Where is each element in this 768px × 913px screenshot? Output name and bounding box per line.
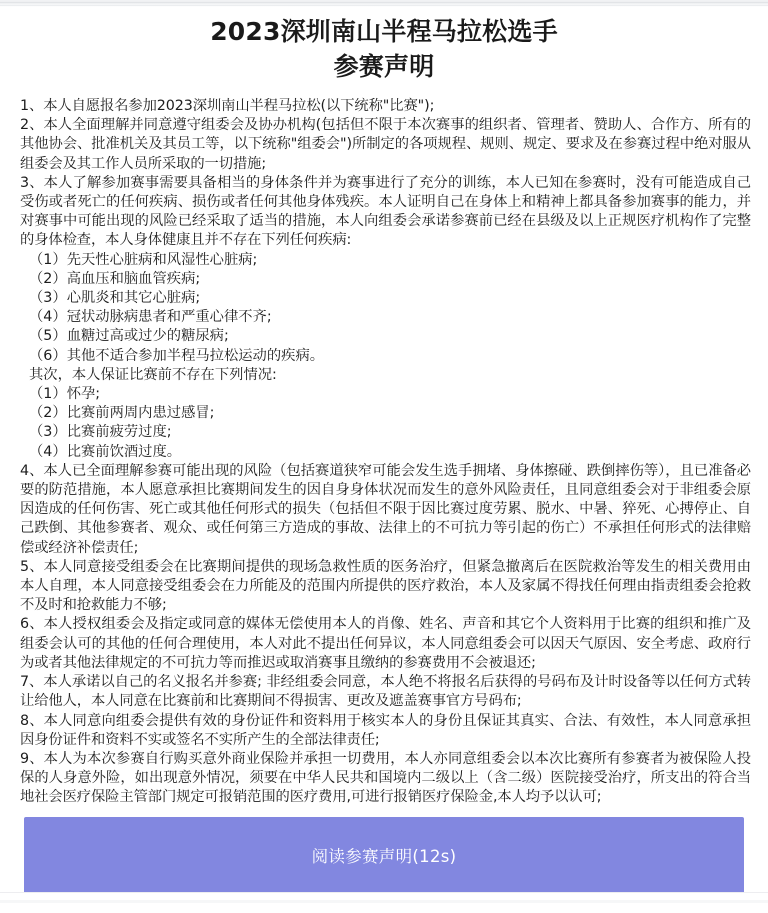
clause-4: 4、本人已全面理解参赛可能出现的风险（包括赛道狭窄可能会发生选手拥堵、身体擦碰、跌倒摔伤等），且已准备必要的防范措施，本人愿意承担比赛期间发生的因自身身体状况而发生的意外风险责任，且同意组委会对于非组委会原因造成的任何伤害、死亡或其他任何形式的损失（包括但不限于因比赛过度劳累、脱水、中暑、猝死、心搏停止、自己跌倒、其他参赛者、观众、或任何第三方造成的事故、法律上的不可抗力等引起的伤亡）不承担任何形式的法律赔偿或经济补偿责任; [20,462,751,556]
declaration-body [0,84,768,808]
disease-item-2: （2）高血压和脑血管疾病; [29,270,201,287]
disease-item-3: （3）心肌炎和其它心脏病; [29,290,201,307]
clause-5: 5、本人同意接受组委会在比赛期间提供的现场急救性质的医务治疗，但紧急撤离后在医院救治等发生的相关费用由本人自理，本人同意接受组委会在力所能及的范围内所提供的医疗救治，本人及家属不得找任何理由指责组委会抢救不及时和抢救能力不够; [20,558,751,614]
condition-item-3: （3）比赛前疲劳过度; [29,424,172,441]
condition-lead-in: 其次，本人保证比赛前不存在下列情况: [29,366,277,383]
page-title [0,7,768,84]
disease-item-5: （5）血糖过高或过少的糖尿病; [29,328,229,345]
clause-6: 6、本人授权组委会及指定或同意的媒体无偿使用本人的肖像、姓名、声音和其它个人资料用于比赛的组织和推广及组委会认可的其他的任何合理使用，本人对此不提出任何异议，本人同意组委会可以因天气原因、安全考虑、政府行为或者其他法律规定的不可抗力等而推迟或取消赛事且缴纳的参赛费用不会被退还; [20,616,751,671]
page-title-line-2: 参赛声明 [333,52,435,81]
page-title-line-1: 2023深圳南山半程马拉松选手 [210,17,558,46]
clause-1: 1、本人自愿报名参加2023深圳南山半程马拉松(以下统称"比赛"); [20,98,435,114]
condition-item-1: （1）怀孕; [29,386,101,403]
clause-7: 7、本人承诺以自己的名义报名并参赛; 非经组委会同意，本人绝不将报名后获得的号码布及计时设备等以任何方式转让给他人，本人同意在比赛前和比赛期间不得损害、更改及遮盖赛事官方号码布; [20,674,751,710]
disease-item-4: （4）冠状动脉病患者和严重心律不齐; [29,309,272,326]
clause-3: 3、本人了解参加赛事需要具备相当的身体条件并为赛事进行了充分的训练，本人已知在参赛时，没有可能造成自己受伤或者死亡的任何疾病、损伤或者任何其他身体残疾。本人证明自己在身体上和精神上都具备参加赛事的能力，并对赛事中可能出现的风险已经采取了适当的措施，本人向组委会承诺参赛前已经在县级及以上正规医疗机构作了完整的身体检查，本人身体健康且并不存在下列任何疾病: [20,174,751,249]
browser-chrome-strip [0,0,768,7]
chrome-divider-top [0,2,768,3]
declaration-page [0,7,768,903]
condition-item-2: （2）比赛前两周内患过感冒; [29,405,215,422]
page-footer-strip [0,892,768,903]
disease-item-1: （1）先天性心脏病和风湿性心脏病; [29,251,258,268]
clause-9: 9、本人为本次参赛自行购买意外商业保险并承担一切费用，本人亦同意组委会以本次比赛所有参赛者为被保险人投保的人身意外险，如出现意外情况，须要在中华人民共和国境内二级以上（含二级）医院接受治疗，所支出的符合当地社会医疗保险主管部门规定可报销范围的医疗费用,可进行报销医疗保险金,本人均予以认可; [20,750,751,806]
clause-2: 2、本人全面理解并同意遵守组委会及协办机构(包括但不限于本次赛事的组织者、管理者、赞助人、合作方、所有的其他协会、批准机关及其员工等，以下统称"组委会")所制定的各项规程、规则、规定、要求及在参赛过程中绝对服从组委会及其工作人员所采取的一切措施; [20,117,751,172]
read-declaration-button[interactable]: 阅读参赛声明(12s) [24,817,744,894]
chrome-divider-bottom [0,5,768,6]
condition-item-4: （4）比赛前饮酒过度。 [29,443,182,460]
disease-item-6: （6）其他不适合参加半程马拉松运动的疾病。 [29,347,325,364]
clause-8: 8、本人同意向组委会提供有效的身份证件和资料用于核实本人的身份且保证其真实、合法、有效性，本人同意承担因身份证件和资料不实或签名不实所产生的全部法律责任; [20,712,751,748]
action-bar [0,817,768,894]
